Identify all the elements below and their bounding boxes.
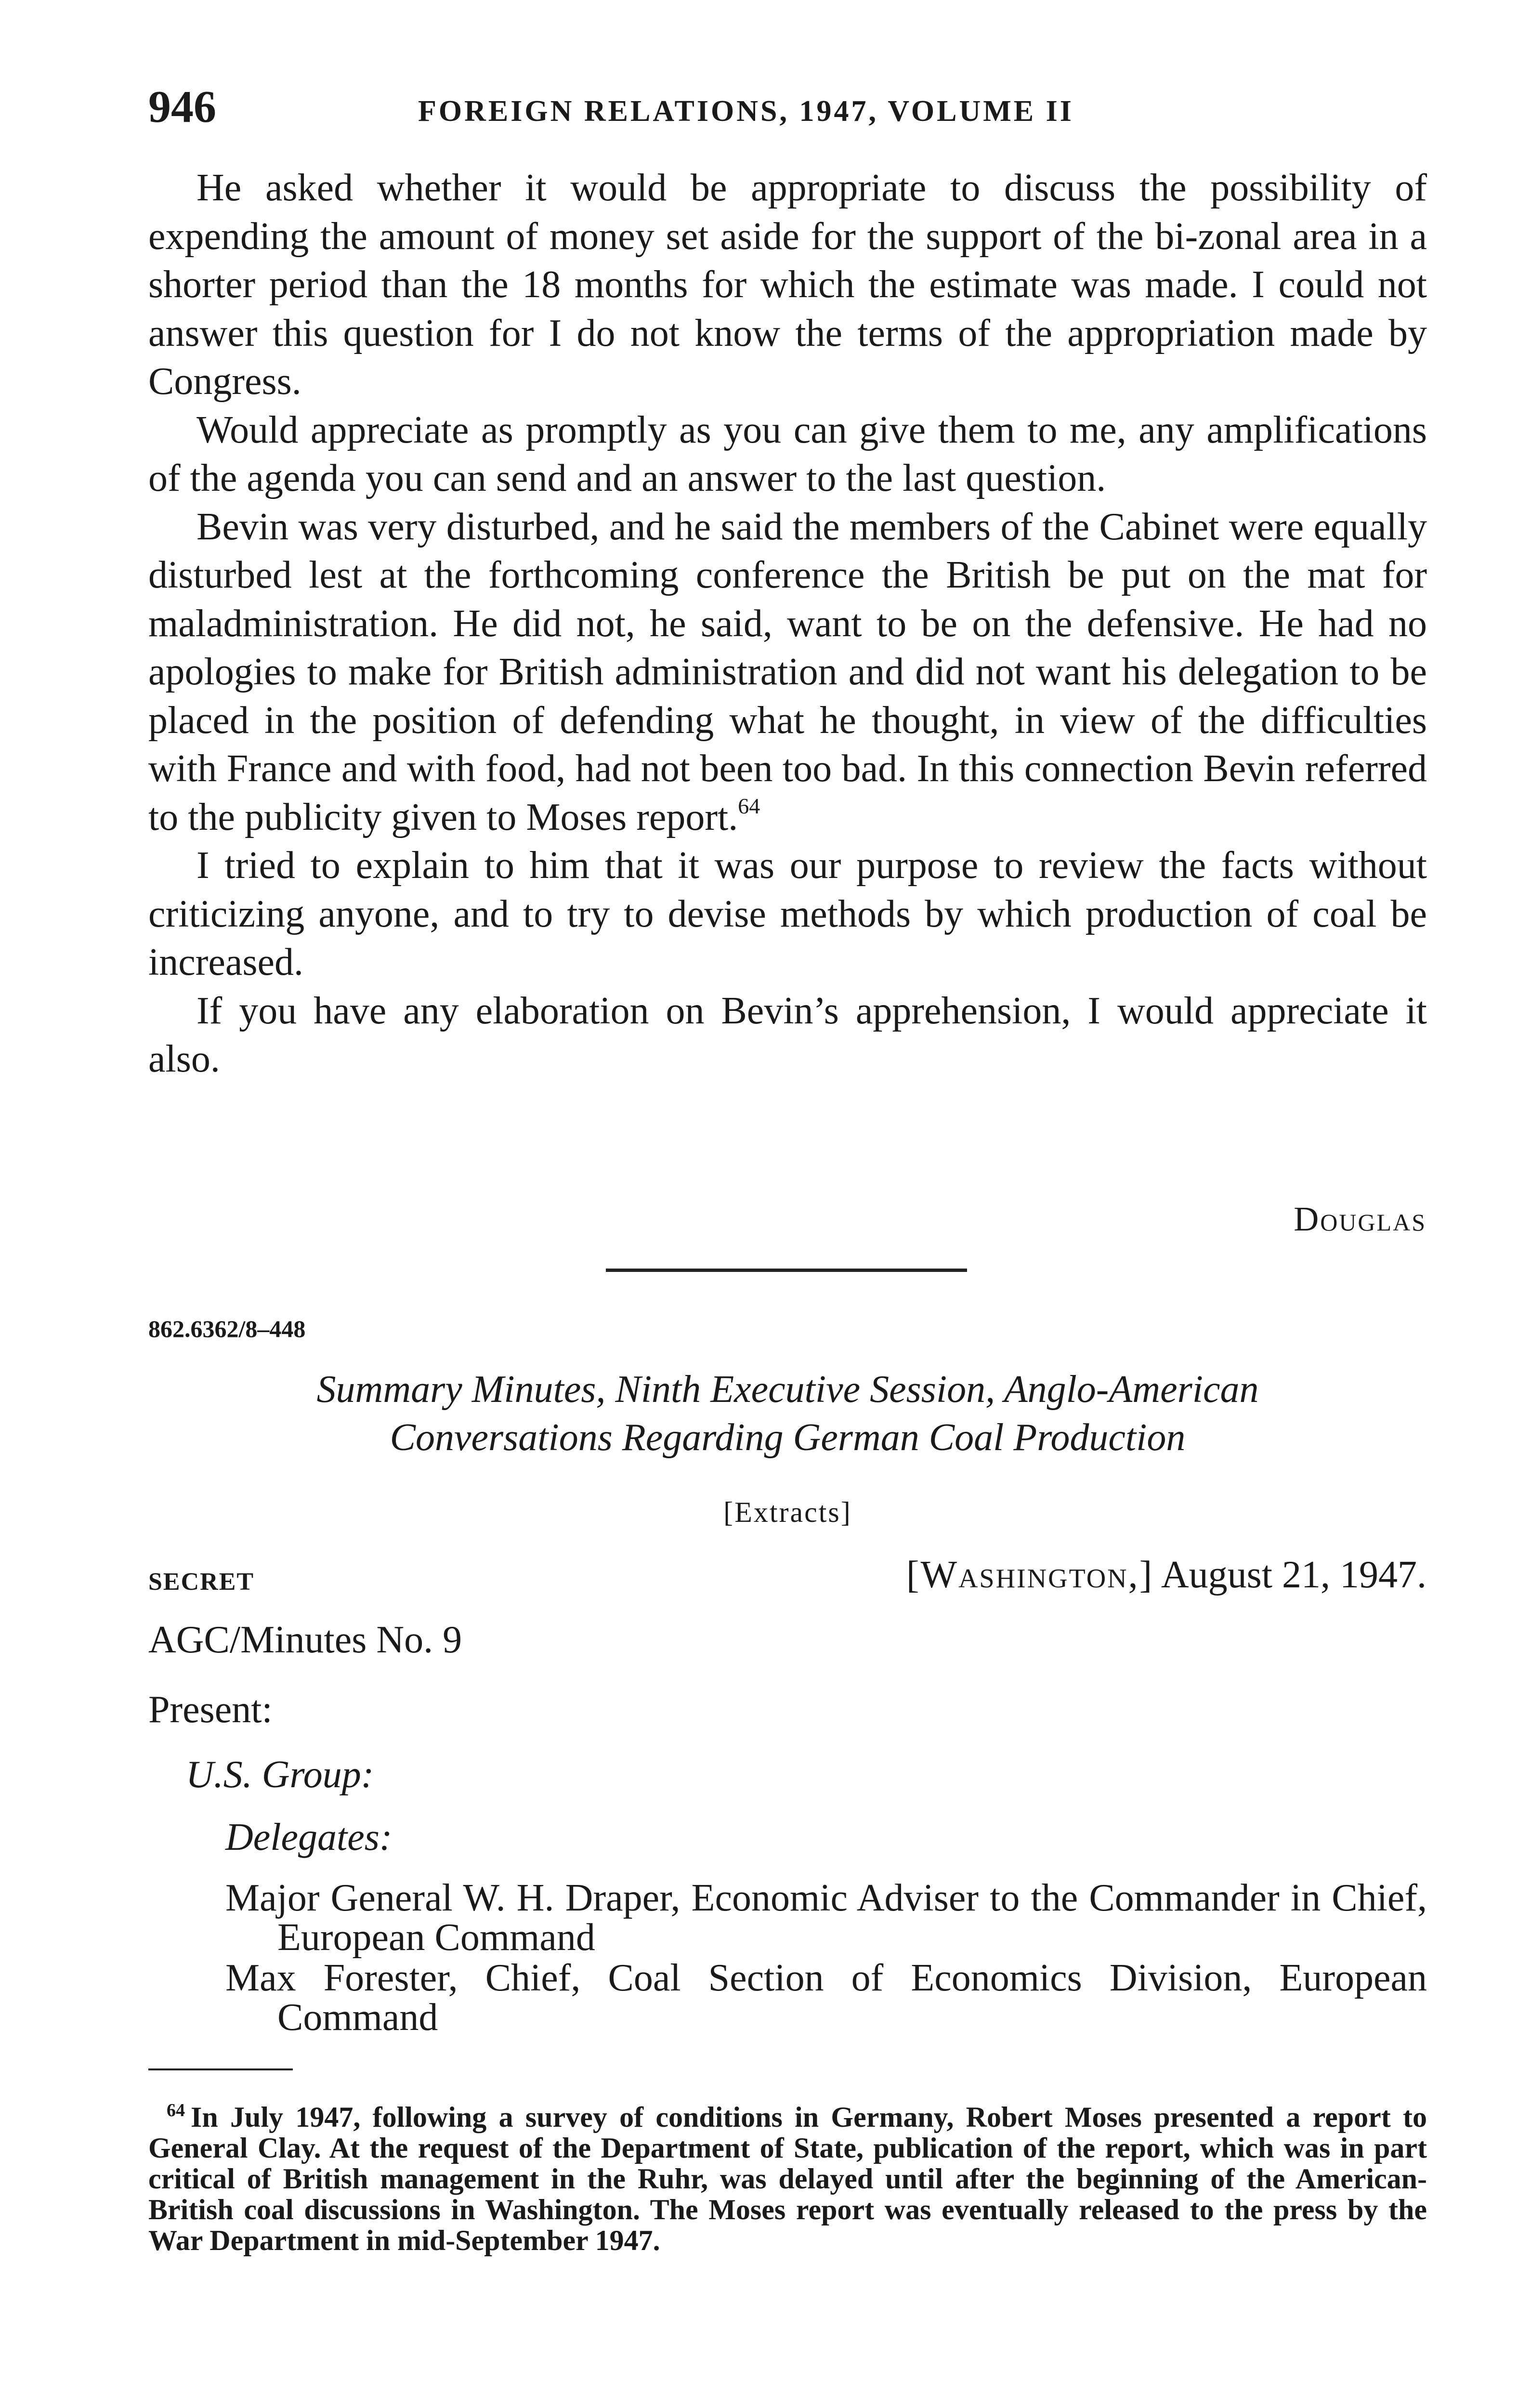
footnote-marker: 64	[167, 2100, 185, 2120]
group-label: U.S. Group:	[186, 1754, 374, 1796]
delegate-entry: Major General W. H. Draper, Economic Adviser to the Commander in Chief, European Command	[225, 1877, 1427, 1959]
body-paragraph	[148, 503, 1427, 842]
body-paragraph: Would appreciate as promptly as you can give them to me, any amplifications of the agenda you can send and an answer to the last question.	[148, 408, 1427, 499]
place: [Washington,]	[906, 1554, 1154, 1596]
delegate-entry: Max Forester, Chief, Coal Section of Economics Division, European Command	[225, 1957, 1427, 2039]
extracts-label: [Extracts]	[723, 1496, 852, 1528]
present-label: Present:	[148, 1688, 273, 1731]
date: August 21, 1947.	[1161, 1554, 1426, 1596]
body-paragraph: He asked whether it would be appropriate to discuss the possibility of expending the amount of money set aside for the support of the bi-zonal area in a shorter period than the 18 months for which the estimate was made. I could not answer this question for I do not know the terms of the appropriation made by Congress.	[148, 167, 1427, 403]
signature: Douglas	[1294, 1200, 1426, 1238]
page-number: 946	[148, 82, 216, 132]
section-divider	[606, 1269, 967, 1272]
minutes-number: AGC/Minutes No. 9	[148, 1619, 462, 1661]
document-title	[148, 1365, 1427, 1462]
body-paragraph: I tried to explain to him that it was our purpose to review the facts without criticizing anyone, and to try to devise methods by which production of coal be increased.	[148, 844, 1427, 983]
footnote-rule	[148, 2068, 293, 2070]
body-paragraph-text: Bevin was very disturbed, and he said the members of the Cabinet were equally disturbed lest at the forthcoming conference the British be put on the mat for maladministration. He did not, he said, want to be on the defensive. He had no apologies to make for British administration and did not want his delegation to be placed in the position of defending what he thought, in view of the difficulties with France and with food, had not been too bad. In this connection Bevin referred to the publicity given to Moses report.	[148, 505, 1427, 838]
file-number: 862.6362/8–448	[148, 1315, 306, 1342]
footnote	[148, 2095, 1427, 2256]
footnote-reference[interactable]: 64	[738, 793, 760, 818]
body-paragraph: If you have any elaboration on Bevin’s apprehension, I would appreciate it also.	[148, 989, 1427, 1080]
document-title-line: Summary Minutes, Ninth Executive Session, Anglo-American	[316, 1368, 1259, 1411]
delegates-label: Delegates:	[225, 1816, 393, 1858]
footnote-text: In July 1947, following a survey of conditions in Germany, Robert Moses presented a report to General Clay. At the request of the Department of State, publication of the report, which was in part critical of British management in the Ruhr, was delayed until after the beginning of the American-British coal discussions in Washington. The Moses report was eventually released to the press by the War Department in mid-September 1947.	[148, 2101, 1427, 2256]
running-head: FOREIGN RELATIONS, 1947, VOLUME II	[418, 95, 1074, 128]
page-header	[148, 81, 1426, 134]
telegram-body	[148, 164, 1427, 1084]
classification-label: SECRET	[148, 1568, 255, 1596]
document-title-line: Conversations Regarding German Coal Production	[390, 1416, 1186, 1459]
place-date	[906, 1553, 1426, 1597]
delegate-list	[225, 1878, 1427, 2038]
